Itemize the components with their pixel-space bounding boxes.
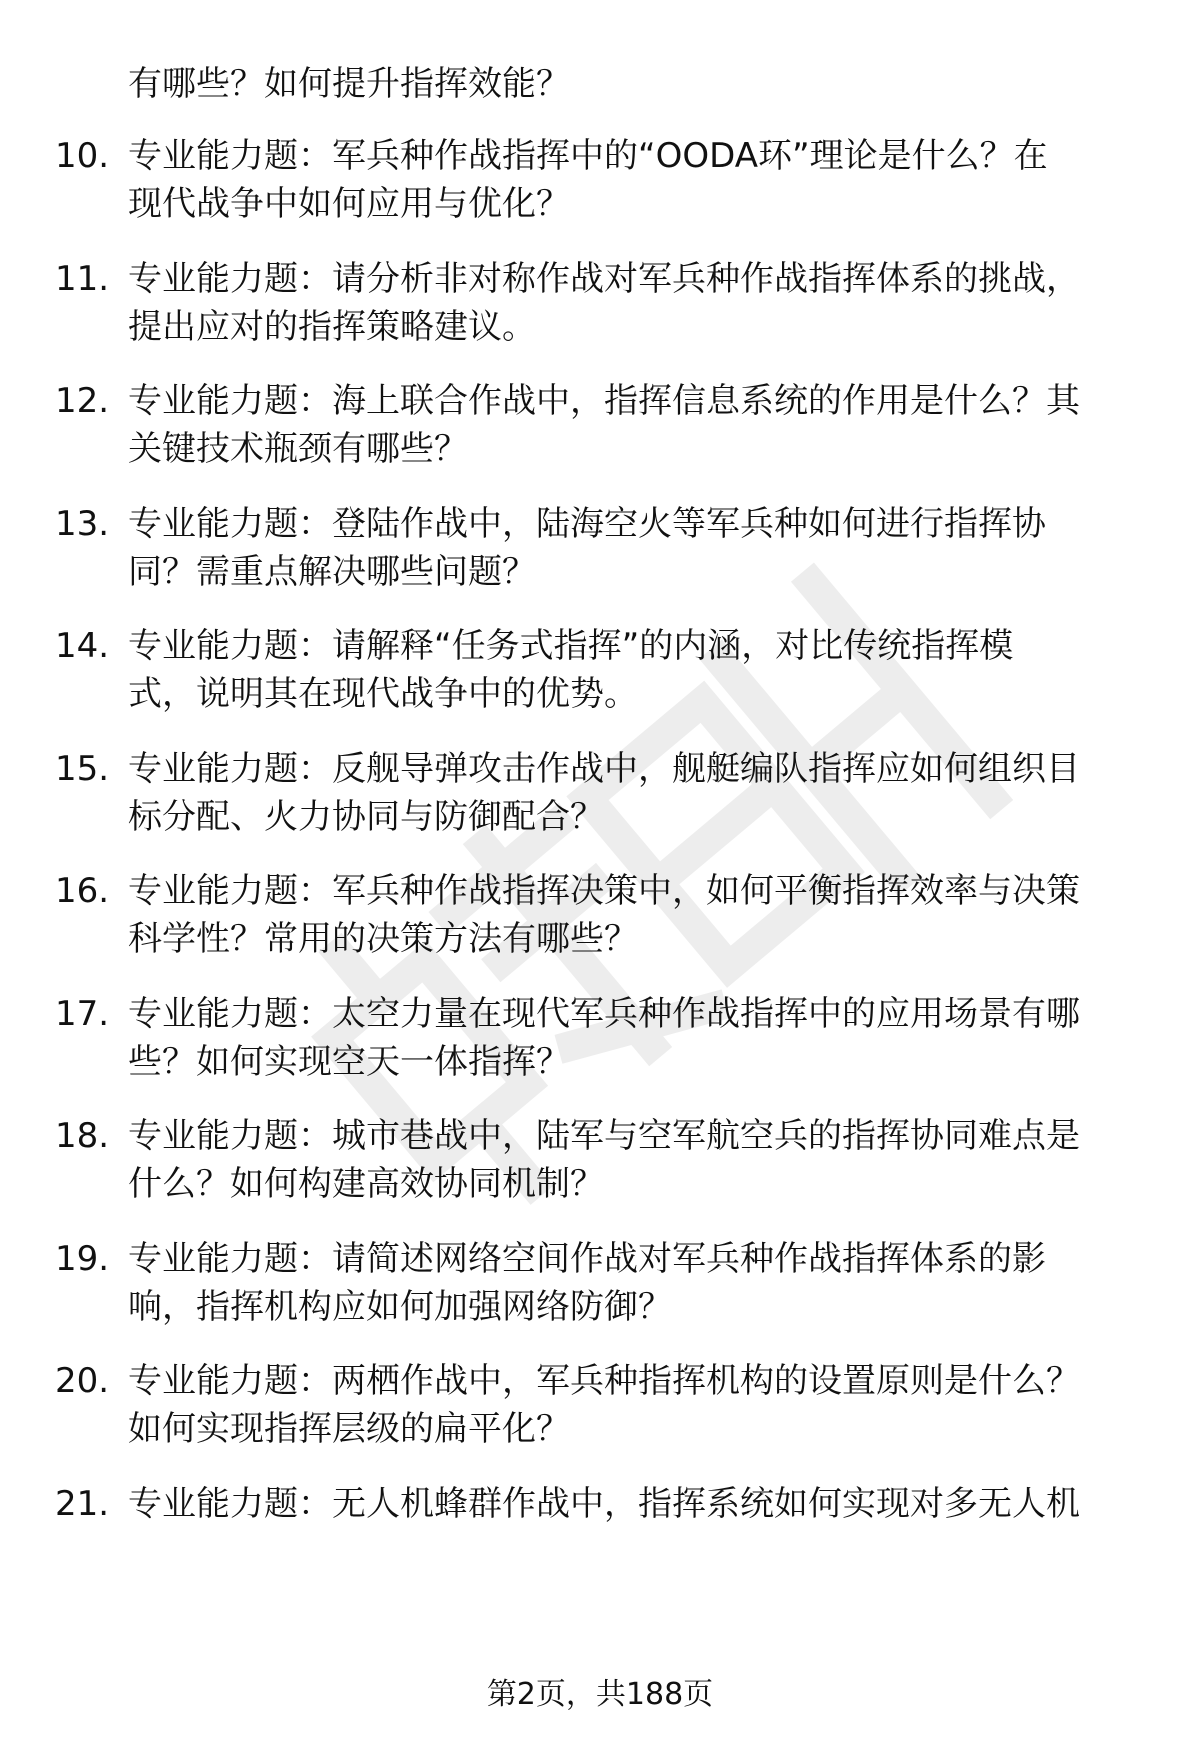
question-text-line: 科学性？常用的决策方法有哪些？ xyxy=(128,919,638,959)
question-item xyxy=(0,622,1200,718)
question-text-line: 专业能力题：两栖作战中，军兵种指挥机构的设置原则是什么？ xyxy=(128,1361,1080,1401)
question-text-line: 如何实现指挥层级的扁平化？ xyxy=(128,1409,570,1449)
question-number: 16. xyxy=(55,871,110,911)
question-item xyxy=(0,1480,1200,1528)
question-item xyxy=(0,745,1200,841)
question-number: 10. xyxy=(55,136,110,176)
question-text-line: 式，说明其在现代战争中的优势。 xyxy=(128,674,638,714)
question-item xyxy=(0,1357,1200,1453)
question-text xyxy=(128,1357,1148,1453)
question-text-line: 专业能力题：请分析非对称作战对军兵种作战指挥体系的挑战， xyxy=(128,259,1080,299)
question-number: 12. xyxy=(55,381,110,421)
question-item xyxy=(0,255,1200,351)
question-text-line: 专业能力题：城市巷战中，陆军与空军航空兵的指挥协同难点是 xyxy=(128,1116,1080,1156)
question-text-line: 关键技术瓶颈有哪些？ xyxy=(128,429,468,469)
question-text xyxy=(128,132,1148,228)
question-text xyxy=(128,867,1148,963)
question-text-line: 专业能力题：海上联合作战中，指挥信息系统的作用是什么？其 xyxy=(128,381,1080,421)
question-number: 13. xyxy=(55,504,110,544)
question-number: 18. xyxy=(55,1116,110,1156)
question-text-line: 专业能力题：军兵种作战指挥中的“OODA环”理论是什么？在 xyxy=(128,136,1048,176)
question-text-line: 专业能力题：反舰导弹攻击作战中，舰艇编队指挥应如何组织目 xyxy=(128,749,1080,789)
question-text-line: 提出应对的指挥策略建议。 xyxy=(128,307,536,347)
question-text-line: 同？需重点解决哪些问题？ xyxy=(128,552,536,592)
question-text xyxy=(128,990,1148,1086)
question-text-line: 现代战争中如何应用与优化？ xyxy=(128,184,570,224)
question-text-line: 专业能力题：请解释“任务式指挥”的内涵，对比传统指挥模 xyxy=(128,626,1014,666)
question-number: 17. xyxy=(55,994,110,1034)
continuation-line: 有哪些？如何提升指挥效能？ xyxy=(128,64,570,104)
question-item xyxy=(0,867,1200,963)
question-number: 20. xyxy=(55,1361,110,1401)
question-text-line: 响，指挥机构应如何加强网络防御？ xyxy=(128,1287,672,1327)
question-item xyxy=(0,500,1200,596)
question-text-line: 些？如何实现空天一体指挥？ xyxy=(128,1042,570,1082)
question-text xyxy=(128,622,1148,718)
question-item xyxy=(0,990,1200,1086)
question-item xyxy=(0,377,1200,473)
question-number: 15. xyxy=(55,749,110,789)
question-text xyxy=(128,377,1148,473)
page-footer: 第2页，共188页 xyxy=(486,1677,714,1712)
question-text xyxy=(128,1235,1148,1331)
question-number: 11. xyxy=(55,259,110,299)
question-item xyxy=(0,1112,1200,1208)
question-number: 14. xyxy=(55,626,110,666)
question-text xyxy=(128,1112,1148,1208)
question-text-line: 专业能力题：登陆作战中，陆海空火等军兵种如何进行指挥协 xyxy=(128,504,1046,544)
question-item xyxy=(0,1235,1200,1331)
question-item xyxy=(0,132,1200,228)
question-text-line: 什么？如何构建高效协同机制？ xyxy=(128,1164,604,1204)
question-text-line: 专业能力题：请简述网络空间作战对军兵种作战指挥体系的影 xyxy=(128,1239,1046,1279)
question-text xyxy=(128,500,1148,596)
question-text xyxy=(128,1480,1148,1528)
question-text xyxy=(128,745,1148,841)
question-number: 19. xyxy=(55,1239,110,1279)
question-text-line: 标分配、火力协同与防御配合？ xyxy=(128,797,604,837)
question-text-line: 专业能力题：军兵种作战指挥决策中，如何平衡指挥效率与决策 xyxy=(128,871,1080,911)
question-number: 21. xyxy=(55,1484,110,1524)
question-text-line: 专业能力题：无人机蜂群作战中，指挥系统如何实现对多无人机 xyxy=(128,1484,1080,1524)
question-text-line: 专业能力题：太空力量在现代军兵种作战指挥中的应用场景有哪 xyxy=(128,994,1080,1034)
question-text xyxy=(128,255,1148,351)
